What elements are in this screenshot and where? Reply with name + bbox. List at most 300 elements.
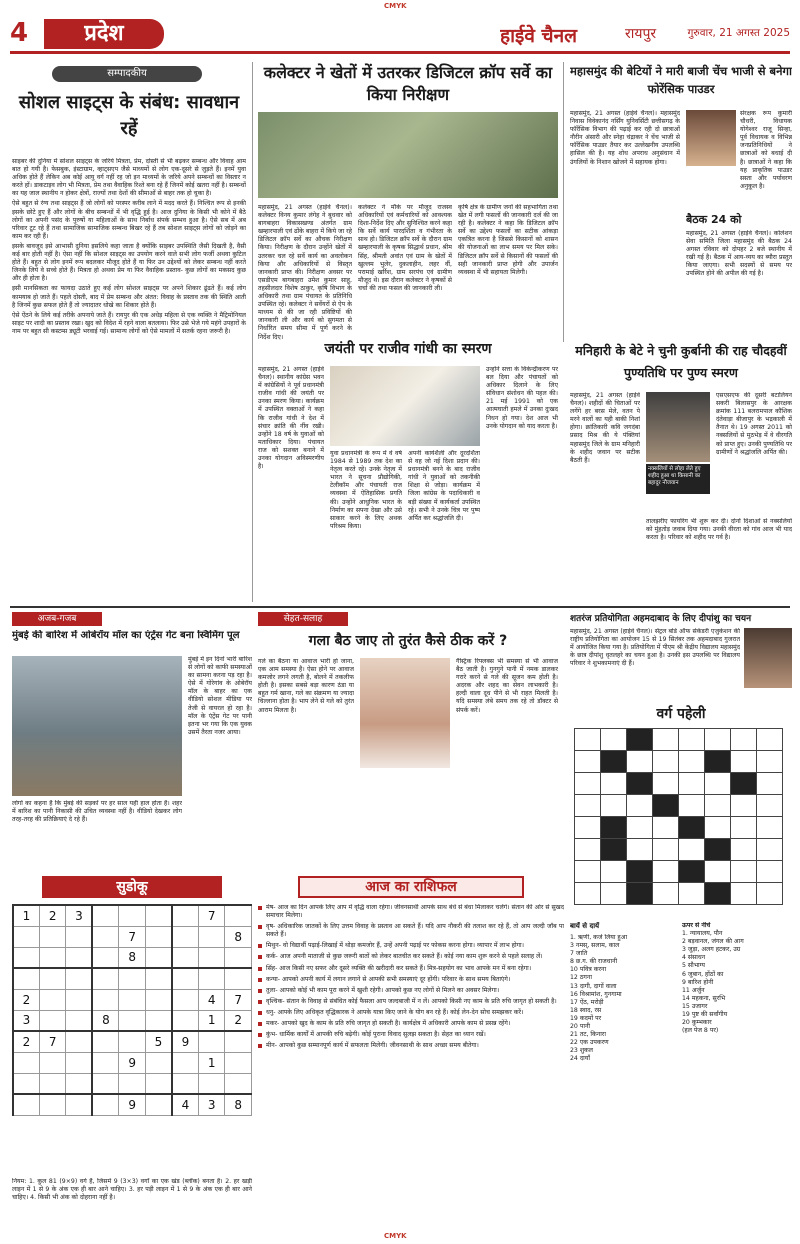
sudoku-cell[interactable]: 7 — [225, 989, 252, 1010]
varg-paheli — [570, 704, 792, 1229]
sudoku-cell[interactable]: 2 — [13, 989, 40, 1010]
crossword-cell[interactable] — [757, 729, 783, 751]
meeting-title: बैठक 24 को — [686, 213, 742, 226]
sudoku-cell[interactable]: 7 — [119, 926, 145, 947]
crossword-cell[interactable] — [757, 883, 783, 905]
lead-dateline: महासमुंद, 21 अगस्त (हाईवे चैनल)। — [258, 204, 352, 211]
sudoku-cell[interactable] — [92, 968, 119, 989]
sudoku-row — [13, 947, 252, 968]
manihari-story — [570, 340, 792, 602]
crossword-cell[interactable] — [601, 751, 627, 773]
clue-across: 23 शुकल — [570, 1047, 593, 1055]
sudoku-cell[interactable] — [172, 968, 199, 989]
crossword-cell[interactable] — [627, 883, 653, 905]
sudoku-cell[interactable] — [145, 1010, 172, 1031]
crossword-cell[interactable] — [679, 861, 705, 883]
sudoku-row — [13, 905, 252, 926]
sudoku-row — [13, 1073, 252, 1094]
sudoku-row — [13, 968, 252, 989]
crossword-cell[interactable] — [679, 817, 705, 839]
jayanti-story — [258, 338, 558, 604]
crossword-cell[interactable] — [601, 817, 627, 839]
clue-across: 18 स्वाद, रस — [570, 1006, 602, 1014]
crossword-cell[interactable] — [705, 795, 731, 817]
sudoku-cell[interactable] — [40, 1073, 66, 1094]
page-number: 4 — [10, 18, 29, 48]
editorial-label: सम्पादकीय — [52, 66, 202, 82]
editorial-para-1: साइबर की दुनिया में सोशल साइट्स के जरिये मित्रता, प्रेम, दोस्ती से भी बढ़कर सम्बन्ध और विवाह आम बात हो गयी है। फेसबुक, इंस्टाग्राम, व्हाट्सएप जैसे माध्यमों से लोग एक-दूसरे से जुड़ते हैं। इनमें युवा अधिक होते हैं लेकिन अब कोई आयु वर्ग नहीं रह जो इन माध्यमों के जरिये अपने सम्बन्धों का विस्तार न करते हों। डाकटाइव लोग भी मित्रता, प्रेम तथा वैवाहिक रिश्ते बना रहे हैं जिनमें कोई खतरा नहीं है। सम्बन्धों का यह जाल स्थानीय न होकर क्षेत्रों, राज्यों तथा देशों की सीमाओं से बाहर तक हो चुका है। — [12, 158, 246, 198]
jayanti-col-4: उन्होंने सत्ता के विकेन्द्रीकरण पर बल दिया और पंचायतों को अधिकार दिलाने के लिए संविधान संशोधन की पहल की। 21 मई 1991 को एक आत्मघाती हमले में उनका दुःखद निधन हो गया। देश आज भी उनके योगदान को याद करता है। — [486, 366, 558, 430]
sudoku-cell[interactable] — [40, 1052, 66, 1073]
sudoku-cell[interactable] — [198, 947, 224, 968]
sudoku-cell[interactable] — [225, 905, 252, 926]
sudoku-cell[interactable]: 3 — [13, 1010, 40, 1031]
right-story — [570, 62, 792, 332]
sudoku-cell[interactable] — [172, 926, 199, 947]
crossword-cell[interactable] — [575, 795, 601, 817]
sudoku-cell[interactable] — [198, 1031, 224, 1052]
sudoku-cell[interactable] — [198, 1073, 224, 1094]
lead-col1-text: कलेक्टर विनय कुमार लंगेह ने बुधवार को बागबाहरा विकासखण्ड अंतर्गत ग्राम खम्हारपाली एवं ढोंके बाहरा में किये जा रहे डिजिटल क्रॉप सर्वे का औचक निरीक्षण किया। निरीक्षण के दौरान उन्होंने खेतों में उतरकर चल रहे सर्वे कार्य का अवलोकन किया और अधिकारियों से विस्तृत जानकारी प्राप्त की। निरीक्षण अवसर पर एसडीएम बागबाहरा उमेश कुमार साहू, तहसीलदार विशेष ठाकुर, कृषि विभाग के अधिकारी तथा ग्राम पंचायत के प्रतिनिधि उपस्थित रहे। कलेक्टर ने सर्वेयरों से ऐप के माध्यम से की जा रही प्रविष्टियों की जानकारी ली और कार्य को सुगमता से निर्धारित समय सीमा में पूर्ण करने के निर्देश दिए। — [258, 212, 352, 341]
sudoku-cell[interactable] — [92, 926, 119, 947]
clue-across: 1. ऋणी, कर्ज लिया हुआ — [570, 934, 628, 941]
rashi-item: कन्या- आपको अपनी कार्य में लगान लगाने से आपकी सभी समस्याएं दूर होंगी। परिवार के साथ समय बिताएंगे। — [258, 976, 564, 984]
bullet-icon — [258, 967, 262, 971]
bullet-icon — [258, 1033, 262, 1037]
crossword-cell[interactable] — [731, 883, 757, 905]
varg-right-head: ऊपर से नीचे — [682, 922, 711, 929]
sudoku-cell[interactable]: 7 — [40, 1031, 66, 1052]
bullet-icon — [258, 1011, 262, 1015]
sudoku-cell[interactable]: 9 — [119, 1052, 145, 1073]
sudoku-cell[interactable] — [119, 989, 145, 1010]
jayanti-col-1: महासमुंद, 21 अगस्त (हाईवे चैनल)। स्थानीय कांग्रेस भवन में कांग्रेसियों ने पूर्व प्रधानमंत्री राजीव गांधी की जयंती पर उनका स्मरण किया। कार्यक्रम में उपस्थित वक्ताओं ने कहा कि राजीव गांधी ने देश में संचार क्रांति की नींव रखी। उन्होंने 18 वर्ष के युवाओं को मताधिकार दिया। पंचायत राज को सशक्त बनाने में उनका योगदान अविस्मरणीय है। — [258, 366, 324, 471]
sudoku-grid[interactable] — [12, 904, 252, 1116]
crossword-cell[interactable] — [757, 751, 783, 773]
crossword-cell[interactable] — [757, 773, 783, 795]
clue-across: 10 पवित्र करना — [570, 966, 607, 974]
crossword-cell[interactable] — [653, 883, 679, 905]
sudoku-cell[interactable] — [119, 1073, 145, 1094]
crossword-cell[interactable] — [679, 839, 705, 861]
clue-down: 5 सौभाग्य — [682, 962, 705, 970]
sudoku-cell[interactable] — [145, 947, 172, 968]
sudoku-cell[interactable] — [13, 926, 40, 947]
crossword-cell[interactable] — [653, 795, 679, 817]
clue-down: 1. न्यायालय, पौन — [682, 930, 723, 938]
sudoku-cell[interactable] — [119, 1010, 145, 1031]
clue-across: 17 ऐंठ, मरोड़ी — [570, 998, 604, 1006]
rashifal-list — [258, 904, 564, 1228]
sudoku-cell[interactable] — [40, 1094, 66, 1115]
crossword-cell[interactable] — [601, 861, 627, 883]
meeting-box — [686, 212, 792, 332]
rashi-item: कुंभ- धार्मिक कार्यों में आपकी रुचि बढ़ेगी। कोई पुराना विवाद सुलझ सकता है। सेहत का ध्यान रखें। — [258, 1031, 564, 1039]
rashi-item: मकर- आपको खुद के काम के प्रति रुचि जागृत हो सकती है। कार्यक्षेत्र में अधिकारी आपके काम से प्रसन्न रहेंगे। — [258, 1020, 564, 1028]
bullet-icon — [258, 989, 262, 993]
crossword-cell[interactable] — [731, 795, 757, 817]
sudoku-cell[interactable] — [145, 968, 172, 989]
shatranj-title: शतरंज प्रतियोगिता अहमदाबाद के लिए दीपांशु का चयन — [570, 614, 752, 624]
cmyk-mark-bottom: CMYK — [384, 1232, 407, 1240]
sudoku-cell[interactable] — [40, 989, 66, 1010]
crossword-cell[interactable] — [705, 729, 731, 751]
editorial-para-3: इसके बावजूद इसे आभासी दुनिया इसलिये कहा जाता है क्योंकि साइबर उपस्थिति जैसी दिखती है, वैसी कई बार होती नहीं है। ऐसा नहीं कि सोशल साइट्स का उपयोग करने वाले सभी लोग फर्जी अथवा कुटिल होते हैं। बहुत से लोग इनमें रूप बदलकर मौजूद होते हैं या फिर उन उद्देश्यों को लेकर सम्बन्ध नहीं करते जिनके लिये वे सच्चे होते हैं। मित्रता हो अथवा प्रेम या फिर वैवाहिक प्रस्ताव- कुछ लोगों का मकसद कुछ और ही होता है। — [12, 242, 246, 283]
crossword-cell[interactable] — [653, 817, 679, 839]
manihari-col-2: एसएसएफ की दूसरी बटालियन सकरी बिलासपुर के आरक्षक क्रमांक 111 बलरामपाल कौशिक दंतेवाड़ा बीजापुर के भद्रकाली में तैनात थे। 19 अगस्त 2011 को नक्सलियों से मुठभेड़ में वे वीरगति को प्राप्त हुए। उनकी पुण्यतिथि पर ग्रामीणों ने श्रद्धांजलि अर्पित की। — [716, 392, 792, 456]
clue-down: 19 पुष्ट की सर्वांगीय — [682, 1011, 728, 1019]
varg-title: वर्ग पहेली — [656, 706, 706, 722]
crossword-cell[interactable] — [575, 817, 601, 839]
crossword-cell[interactable] — [653, 839, 679, 861]
sudoku-cell[interactable]: 9 — [172, 1031, 199, 1052]
crossword-cell[interactable] — [757, 839, 783, 861]
sudoku-cell[interactable]: 3 — [66, 905, 93, 926]
crossword-cell[interactable] — [575, 729, 601, 751]
health-story — [258, 612, 558, 870]
students-photo — [686, 110, 736, 166]
crossword-cell[interactable] — [627, 861, 653, 883]
crossword-cell[interactable] — [705, 839, 731, 861]
crossword-cell[interactable] — [575, 773, 601, 795]
sudoku-cell[interactable] — [92, 905, 119, 926]
jayanti-photo — [330, 366, 480, 446]
manihari-col-1: महासमुंद, 21 अगस्त (हाईवे चैनल)। शहीदों की चिताओं पर लगेंगे हर बरस मेले, वतन पे मरने वालों का यही बाकी निशां होगा। क्रांतिकारी कवि जगदंबा प्रसाद मिश्र की ये पंक्तियां महासमुंद जिले के ग्राम मनिहारी के शहीद जवान पर सटीक बैठती हैं। — [570, 392, 640, 464]
right-story-col-1: महासमुंद, 21 अगस्त (हाईवे चैनल)। महासमुंद निवास विवेकानंद नर्सिंग युनिवर्सिटी छत्तीसगढ़ के फॉरेंसिक विभाग की पढ़ाई कर रही दो छात्राओं नौरीन अंसारी और स्नेहा चंद्राकर ने चेंच भाजी से फॉरेंसिक पाउडर तैयार कर उल्लेखनीय उपलब्धि हासिल की है। यह शोध अपराध अनुसंधान में उंगलियों के निशान खोजने में सहायक होगा। — [570, 110, 680, 166]
martyr-photo — [646, 392, 710, 462]
rashi-item: कर्क- आज अपनी माताजी से कुछ जरूरी बातों को लेकर बातचीत कर सकते हैं। कोई नया काम शुरू करने से पहले सलाह लें। — [258, 953, 564, 961]
issue-date: गुरुवार, 21 अगस्त 2025 — [687, 27, 790, 39]
editorial-para-5: ऐसे ऐंठने के लिये कई तरीके अपनाये जाते हैं। रायपुर की एक अधेड़ महिला से एक व्यक्ति ने मैट्रिमोनियल साइट पर शादी का प्रस्ताव रखा। खुद को विदेश में रहने वाला बतलाया। फिर उसे भेजे गये महंगे उपहारों के नाम पर बहुत सी कस्टम्स ड्यूटी भरवाई गई। सामान्य लोगों को ऐसे मामलों में सतर्क रहना जरूरी है। — [12, 311, 246, 335]
sudoku-cell[interactable] — [13, 1073, 40, 1094]
sudoku-cell[interactable]: 1 — [198, 1010, 224, 1031]
health-photo — [360, 658, 450, 768]
rashifal-title: आज का राशिफल — [298, 876, 524, 898]
rashi-item: वृष- अधिकारिक जातकों के लिए उत्तम विवाह के प्रस्ताव आ सकते हैं। यदि आप नौकरी की तलाश कर रहे हैं, तो आप जल्दी जॉब पा सकते हैं। — [258, 923, 564, 939]
manihari-col-3: तालझरीए फायरिंग भी शुरू कर दी। दोनों दिशाओं से नक्सलियों को मुंहतोड़ जवाब दिया गया। उनकी वीरता को गांव आज भी याद करता है। परिवार को शहीद पर गर्व है। — [646, 518, 792, 542]
clue-down: 2 बड़वानल, जंगल की आग — [682, 938, 744, 946]
crossword-cell[interactable] — [653, 729, 679, 751]
crossword-cell[interactable] — [731, 817, 757, 839]
sudoku-cell[interactable] — [13, 968, 40, 989]
city-name: रायपुर — [625, 26, 657, 42]
crossword-cell[interactable] — [627, 839, 653, 861]
crossword-cell[interactable] — [705, 773, 731, 795]
sudoku-cell[interactable] — [66, 1073, 93, 1094]
clue-down: 3 जुड़ा, अलग हटकर, उग्र — [682, 946, 741, 954]
sudoku-cell[interactable] — [40, 947, 66, 968]
crossword-cell[interactable] — [705, 861, 731, 883]
column-divider — [563, 62, 564, 342]
varg-right-list — [682, 922, 792, 1222]
meeting-text: महासमुंद, 21 अगस्त (हाईवे चैनल)। कोलेशन सेवा समिति जिला महासमुंद की बैठक 24 अगस्त रविवार को दोपहर 2 बजे स्थानीय में रखी गई है। बैठक में आय-व्यय का ब्यौरा प्रस्तुत किया जाएगा। सभी सदस्यों से समय पर उपस्थित होने की अपील की गई है। — [686, 230, 792, 278]
crossword-cell[interactable] — [601, 773, 627, 795]
sudoku-cell[interactable] — [225, 1052, 252, 1073]
crossword-cell[interactable] — [601, 883, 627, 905]
crossword-cell[interactable] — [575, 839, 601, 861]
crossword-grid[interactable] — [574, 728, 783, 905]
crossword-cell[interactable] — [653, 773, 679, 795]
bullet-icon — [258, 955, 262, 959]
sudoku-cell[interactable]: 4 — [198, 989, 224, 1010]
sudoku-cell[interactable]: 8 — [225, 1094, 252, 1115]
lead-title: कलेक्टर ने खेतों में उतरकर डिजिटल क्रॉप सर्वे का किया निरीक्षण — [263, 63, 553, 104]
crossword-cell[interactable] — [705, 883, 731, 905]
crossword-cell[interactable] — [679, 883, 705, 905]
clue-across: 8 छ.ग. की राजधानी — [570, 958, 618, 966]
crossword-cell[interactable] — [731, 861, 757, 883]
health-title: गला बैठ जाए तो तुरंत कैसे ठीक करें ? — [308, 633, 508, 649]
editorial — [12, 66, 246, 666]
sudoku-cell[interactable] — [172, 947, 199, 968]
crossword-cell[interactable] — [653, 861, 679, 883]
clue-down: 6 जुबान, होंठों का — [682, 970, 724, 978]
sudoku-cell[interactable] — [66, 926, 93, 947]
sudoku-cell[interactable]: 1 — [13, 905, 40, 926]
sudoku-rules: नियम: 1. कुल 81 (9×9) वर्ग हैं, जिसमें 9 (3×3) वर्गों का एक खंड (ब्लॉक) बनता है। 2. हर खड़ी लाइन में 1 से 9 के अंक एक ही बार आने चाहिए। 3. हर पड़ी लाइन में 1 से 9 के अंक एक ही बार आने चाहिए। 4. किसी भी अंक को दोहराना नहीं है। — [12, 1178, 252, 1202]
ajab-photo — [12, 656, 182, 796]
clue-down: 4 संसाधन — [682, 954, 706, 962]
sudoku-cell[interactable] — [92, 989, 119, 1010]
ajab-title: मुंबई की बारिश में ओबेरॉय मॉल का एंट्रेंस गेट बना स्विमिंग पूल — [12, 630, 240, 641]
bullet-icon — [258, 1000, 262, 1004]
sudoku-cell[interactable] — [119, 905, 145, 926]
shatranj-photo — [744, 628, 792, 688]
health-label: सेहत-सलाह — [258, 612, 348, 626]
crossword-row — [575, 861, 783, 883]
rashi-item: वृश्चिक- संतान के विवाह से संबंधित कोई फैसला आप जल्दबाजी में न लें। आपको किसी नए काम के प्रति रुचि जागृत हो सकती है। — [258, 998, 564, 1006]
crossword-cell[interactable] — [705, 817, 731, 839]
bullet-icon — [258, 944, 262, 948]
lead-photo — [258, 112, 558, 198]
manihari-title: मनिहारी के बेटे ने चुनी कुर्बानी की राह चौदहवीं पुण्यतिथि पर पुण्य स्मरण — [575, 343, 787, 380]
sudoku-cell[interactable] — [40, 926, 66, 947]
sudoku-row — [13, 1094, 252, 1115]
sudoku-cell[interactable]: 2 — [40, 905, 66, 926]
bullet-icon — [258, 978, 262, 982]
shatranj-text: महासमुंद, 21 अगस्त (हाईवे चैनल)। सेंट्रल बोर्ड ऑफ सेकेंडरी एजुकेशन की राष्ट्रीय प्रतियोगिता का आयोजन 15 से 19 सितंबर तक अहमदाबाद गुजरात में आयोजित किया गया है। प्रतियोगिता में पीएम श्री केंद्रीय विद्यालय महासमुंद के छात्र दीपांशु धृतलहरे का चयन हुआ है। उनकी इस उपलब्धि पर विद्यालय परिवार ने शुभकामनाएं दी हैं। — [570, 628, 740, 668]
sudoku-cell[interactable] — [66, 1052, 93, 1073]
editorial-title: सोशल साइट्स के संबंध: सावधान रहें — [18, 92, 240, 139]
jayanti-col-3: अपनी कार्यशैली और दूरदर्शिता से वह जो नई दिशा प्रदान की। प्रधानमंत्री बनने के बाद राजीव गांधी ने युवाओं को तकनीकी शिक्षा से जोड़ा। कार्यक्रम में जिला कांग्रेस के पदाधिकारी व बड़ी संख्या में कार्यकर्ता उपस्थित रहे। सभी ने उनके चित्र पर पुष्प अर्पित कर श्रद्धांजलि दी। — [408, 450, 480, 522]
crossword-cell[interactable] — [601, 729, 627, 751]
health-col-2: गैस्ट्रिक रिफ्लक्स भी समस्या से भी आवाज बैठ जाती है। गुनगुने पानी में नमक डालकर गरारे करने से गले की सूजन कम होती है। अदरक और शहद का सेवन लाभकारी है। हल्दी वाला दूध पीने से भी राहत मिलती है। यदि समस्या लंबे समय तक रहे तो डॉक्टर से संपर्क करें। — [456, 658, 558, 714]
clue-across: 24 दायाँ — [570, 1055, 590, 1063]
sudoku-cell[interactable] — [172, 1052, 199, 1073]
crossword-cell[interactable] — [679, 729, 705, 751]
sudoku-row — [13, 1010, 252, 1031]
sudoku-cell[interactable] — [66, 968, 93, 989]
section-divider — [10, 606, 790, 608]
sudoku-cell[interactable]: 8 — [225, 926, 252, 947]
shatranj-story — [570, 612, 792, 702]
lead-col-2: कलेक्टर ने मौके पर मौजूद राजस्व अधिकारियों एवं कर्मचारियों को आवश्यक दिशा-निर्देश दिए और सुनिश्चित करने कहा कि सर्वे कार्य पारदर्शिता व गंभीरता के साथ हो। डिजिटल क्रॉप सर्वे के दौरान ग्राम खम्हारपाली के कृषक सिद्धार्थ प्रधान, श्रीम सिंह, श्रीमती अवांत एवं ग्राम के खेतों में खुल्लम भुलेर, दुकलाहीन, लहर वीं, परामाई खर्रिश, ग्राम सरपंच एवं ग्रामीण मौजूद थे। इस दौरान कलेक्टर ने कृषकों से चर्चा की तथा फसल की जानकारी ली। — [358, 204, 452, 292]
clue-across: 13 दागी, दागों वाला — [570, 982, 617, 990]
clue-down: 14 महकना, सुरभि — [682, 994, 726, 1002]
sudoku-cell[interactable] — [225, 968, 252, 989]
sudoku-cell[interactable] — [145, 926, 172, 947]
clue-across: 7 जाति — [570, 950, 588, 958]
crossword-cell[interactable] — [627, 795, 653, 817]
ajab-col-2: लोगों का कहना है कि मुंबई की सड़कों पर हर साल यही हाल होता है। शहर में बारिश का पानी निकासी की उचित व्यवस्था नहीं है। वीडियो देखकर लोग तरह-तरह की प्रतिक्रियाएं दे रहे हैं। — [12, 800, 182, 824]
sudoku-cell[interactable] — [198, 968, 224, 989]
right-story-title: महासमुंद की बेटियों ने मारी बाजी चेंच भाजी से बनेगा फोरेंसिक पाउडर — [570, 64, 792, 96]
column-divider — [252, 62, 253, 602]
crossword-cell[interactable] — [757, 861, 783, 883]
rashi-item: धनु- आपके लिए अधिकृत वृद्धिकारक ने आपके यात्रा किए जाने के योग बन रहे हैं। कोई लेन-देन सोच समझकर करें। — [258, 1009, 564, 1017]
clue-across: 19 कदमों पर — [570, 1014, 602, 1022]
clue-across: 3 नमस्, सलाम, काल — [570, 942, 620, 950]
crossword-row — [575, 751, 783, 773]
sudoku-cell[interactable] — [225, 947, 252, 968]
clue-down: 9 बारिश होनी — [682, 978, 714, 986]
bullet-icon — [258, 925, 262, 929]
varg-left-list — [570, 934, 680, 1224]
sudoku-cell[interactable]: 5 — [145, 1031, 172, 1052]
sudoku-cell[interactable] — [66, 989, 93, 1010]
crossword-cell[interactable] — [731, 729, 757, 751]
ajab-col-1: मुंबई में इन दिनों भारी बारिश से लोगों को काफी समस्याओं का सामना करना पड़ रहा है। ऐसे में गोरेगांव के ओबेरॉय मॉल के बाहर का एक वीडियो सोशल मीडिया पर तेजी से वायरल हो रहा है। मॉल के एंट्रेंस गेट पर पानी इतना भर गया कि एक युवक उसमें तैरता नजर आया। — [188, 656, 252, 736]
clue-across: 16 विश्रामांश, गुनगामा — [570, 990, 622, 998]
sudoku-cell[interactable]: 2 — [13, 1031, 40, 1052]
sudoku-cell[interactable] — [145, 1052, 172, 1073]
sudoku-cell[interactable]: 1 — [198, 1052, 224, 1073]
sudoku-cell[interactable] — [119, 968, 145, 989]
rashi-item: मीन- आपको कुछ सम्मानपूर्ण कार्य में सफलता मिलेगी। जीवनसाथी के साथ अच्छा समय बीतेगा। — [258, 1042, 564, 1050]
crossword-row — [575, 729, 783, 751]
rashifal — [258, 876, 564, 1228]
sudoku-cell[interactable] — [66, 947, 93, 968]
ajab-label: अजब-गजब — [12, 612, 102, 626]
crossword-cell[interactable] — [731, 773, 757, 795]
lead-col-3: कृषि क्षेत्र के ग्रामीण जनों की सहभागिता तथा खेत में लगी फसलों की जानकारी दर्ज की जा रही है। कलेक्टर ने कहा कि डिजिटल क्रॉप सर्वे का उद्देश्य फसलों का सटीक आंकड़ा एकत्रित करना है जिससे किसानों को शासन की योजनाओं का लाभ समय पर मिल सके। डिजिटल क्रॉप सर्वे से किसानों की फसलों की सही जानकारी प्राप्त होगी और उपार्जन व्यवस्था में भी सहायता मिलेगी। — [458, 204, 558, 276]
sudoku-cell[interactable] — [172, 1073, 199, 1094]
sudoku-cell[interactable] — [225, 1073, 252, 1094]
health-col-1: गले का बैठना या आवाज भारी हो जाना, एक आम समस्या है। ऐसा होने पर आवाज कमजोर लगने लगती है, बोलने में तकलीफ होती है। इसका सबसे बड़ा कारण ठंडा या बहुत गर्म खाना, गले का संक्रमण या ज्यादा चिल्लाना होता है। भाप लेने से गले को तुरंत आराम मिलता है। — [258, 658, 354, 714]
crossword-cell[interactable] — [679, 751, 705, 773]
page-header — [10, 16, 790, 54]
sudoku-cell[interactable] — [145, 1073, 172, 1094]
sudoku-cell[interactable] — [92, 1073, 119, 1094]
sudoku-cell[interactable]: 4 — [172, 1094, 199, 1115]
sudoku-cell[interactable]: 3 — [198, 1094, 224, 1115]
rashi-item: मिथुन- वो विद्यार्थी पढ़ाई-लिखाई में थोड़ा कमजोर हैं, उन्हें अपनी पढ़ाई पर फोकस करना होगा। व्यापार में लाभ होगा। — [258, 942, 564, 950]
sudoku-row — [13, 989, 252, 1010]
crossword-cell[interactable] — [679, 773, 705, 795]
editorial-para-2: ऐसे बहुत से रंग्य तथा साइट्स हैं जो लोगों को परस्पर करीब लाने में मदद करते हैं। निश्चित रूप से इनकी इसके छोटे हुए हैं और लोगों के बीच सम्बन्धों में भी वृद्धि हुई है। आज दुनिया के किसी भी कोने में बैठे लोगों का अपनी पसंद के पुरुषों या महिलाओं के साथ निर्बाध संपर्क सम्भव हुआ है। ऐसे सब में अब परिवार टूट रहे हैं तथा सामाजिक सामाजिक सम्बन्ध बिखर रहे हैं तब सोशल साइट्स लोगों को जोड़ने का काम कर रही हैं। — [12, 200, 246, 240]
crossword-cell[interactable] — [575, 883, 601, 905]
crossword-cell[interactable] — [627, 817, 653, 839]
crossword-cell[interactable] — [653, 751, 679, 773]
crossword-cell[interactable] — [627, 773, 653, 795]
sudoku-cell[interactable] — [172, 1010, 199, 1031]
sudoku-cell[interactable] — [172, 989, 199, 1010]
jayanti-title: जयंती पर राजीव गांधी का स्मरण — [324, 341, 492, 357]
crossword-cell[interactable] — [731, 751, 757, 773]
clue-across: 12 ठगना — [570, 974, 592, 982]
sudoku-cell[interactable]: 8 — [92, 1010, 119, 1031]
sudoku-cell[interactable] — [172, 905, 199, 926]
clue-down: 15 उजागर — [682, 1002, 708, 1010]
crossword-cell[interactable] — [757, 817, 783, 839]
sudoku-cell[interactable]: 2 — [225, 1010, 252, 1031]
sudoku-cell[interactable]: 7 — [198, 905, 224, 926]
rashi-item: सिंह- आज किसी नए सफर और दूसरे व्यक्ति की खरीदारी कर सकते हैं। मित्र-सहयोग का भाव आपके मन में बना रहेगा। — [258, 965, 564, 973]
sudoku-cell[interactable] — [40, 968, 66, 989]
clue-down: 20 कुम्भकार — [682, 1019, 712, 1027]
sudoku-cell[interactable] — [66, 1031, 93, 1052]
sudoku-cell[interactable] — [13, 947, 40, 968]
crossword-row — [575, 795, 783, 817]
clue-down: 11 अर्जुन — [682, 986, 705, 994]
crossword-cell[interactable] — [627, 751, 653, 773]
rashi-item: मेष- आज का दिन आपके लिए आप में वृद्धि वाला रहेगा। जीवनसाथी आपके साथ बंधे से बंधा मिलाकर चलेंगे। संतान की ओर से सुखद समाचार मिलेगा। — [258, 904, 564, 920]
crossword-cell[interactable] — [601, 795, 627, 817]
sudoku-cell[interactable] — [66, 1094, 93, 1115]
sudoku-cell[interactable] — [92, 947, 119, 968]
right-story-col-2: संरक्षक रूप कुमारी चौधरी, विधायक योगेश्वर राजू सिन्हा, पूर्व विधायक व विभिन्न जनप्रतिनिधियों ने छात्राओं को बधाई दी है। छात्राओं ने कहा कि यह प्राकृतिक पाउडर सस्ता और पर्यावरण अनुकूल है। — [740, 110, 792, 190]
sudoku-cell[interactable] — [119, 1031, 145, 1052]
bullet-icon — [258, 1022, 262, 1026]
editorial-body — [12, 158, 246, 658]
sudoku-cell[interactable] — [92, 1052, 119, 1073]
clue-down: (हल पेज 8 पर) — [682, 1027, 719, 1035]
crossword-cell[interactable] — [627, 729, 653, 751]
sudoku-cell[interactable]: 8 — [119, 947, 145, 968]
sudoku-cell[interactable] — [198, 926, 224, 947]
rashi-item: तुला- आपको कोई भी काम पूरा करने में खुशी रहेगी। आपको कुछ नए लोगों से मिलने का अवसर मिलेगा। — [258, 987, 564, 995]
sudoku-row — [13, 1052, 252, 1073]
crossword-cell[interactable] — [757, 795, 783, 817]
crossword-cell[interactable] — [575, 751, 601, 773]
clue-across: 20 पानी — [570, 1023, 590, 1031]
sudoku-cell[interactable] — [145, 989, 172, 1010]
crossword-cell[interactable] — [731, 839, 757, 861]
sudoku-cell[interactable] — [40, 1010, 66, 1031]
sudoku-title: सुडोकू — [42, 876, 222, 898]
crossword-cell[interactable] — [705, 751, 731, 773]
crossword-row — [575, 817, 783, 839]
crossword-row — [575, 773, 783, 795]
sudoku-cell[interactable] — [145, 1094, 172, 1115]
sudoku-cell[interactable] — [92, 1094, 119, 1115]
editorial-para-4: इसी मानसिकता का फायदा उठाते हुए कई लोग सोशल साइट्स पर अपने शिकार ढूंढते हैं। कई लोग कामयाब हो जाते हैं। पहले दोस्ती, बाद में प्रेम सम्बन्ध और अंतत: विवाह के प्रस्ताव तक की स्थिति आती है जिनमें कुछ सफल होते हैं तो ज्यादातर धोखे का शिकार होते हैं। — [12, 285, 246, 309]
crossword-cell[interactable] — [575, 861, 601, 883]
sudoku-cell[interactable] — [92, 1031, 119, 1052]
crossword-cell[interactable] — [679, 795, 705, 817]
sudoku-cell[interactable]: 9 — [119, 1094, 145, 1115]
sudoku-row — [13, 1031, 252, 1052]
crossword-cell[interactable] — [601, 839, 627, 861]
sudoku-cell[interactable] — [225, 1031, 252, 1052]
sudoku-cell[interactable] — [66, 1010, 93, 1031]
clue-across: 22 एक उपकरण — [570, 1039, 609, 1047]
bullet-icon — [258, 1044, 262, 1048]
cmyk-mark-top: CMYK — [384, 2, 407, 10]
sudoku-cell[interactable] — [145, 905, 172, 926]
ajab-gajab — [12, 612, 252, 870]
martyr-caption: नक्सलियों से लोहा लेते हुए शहीद हुआ था किसानी का बहादुर नौजवान — [646, 464, 710, 494]
crossword-row — [575, 839, 783, 861]
varg-left-head: बायें से दायें — [570, 922, 600, 930]
lead-story — [258, 62, 558, 362]
crossword-row — [575, 883, 783, 905]
sudoku — [12, 876, 252, 1228]
sudoku-cell[interactable] — [13, 1094, 40, 1115]
clue-across: 21 तट, किनारा — [570, 1031, 606, 1039]
brand-name: हाईवे चैनल — [500, 25, 578, 47]
sudoku-cell[interactable] — [13, 1052, 40, 1073]
